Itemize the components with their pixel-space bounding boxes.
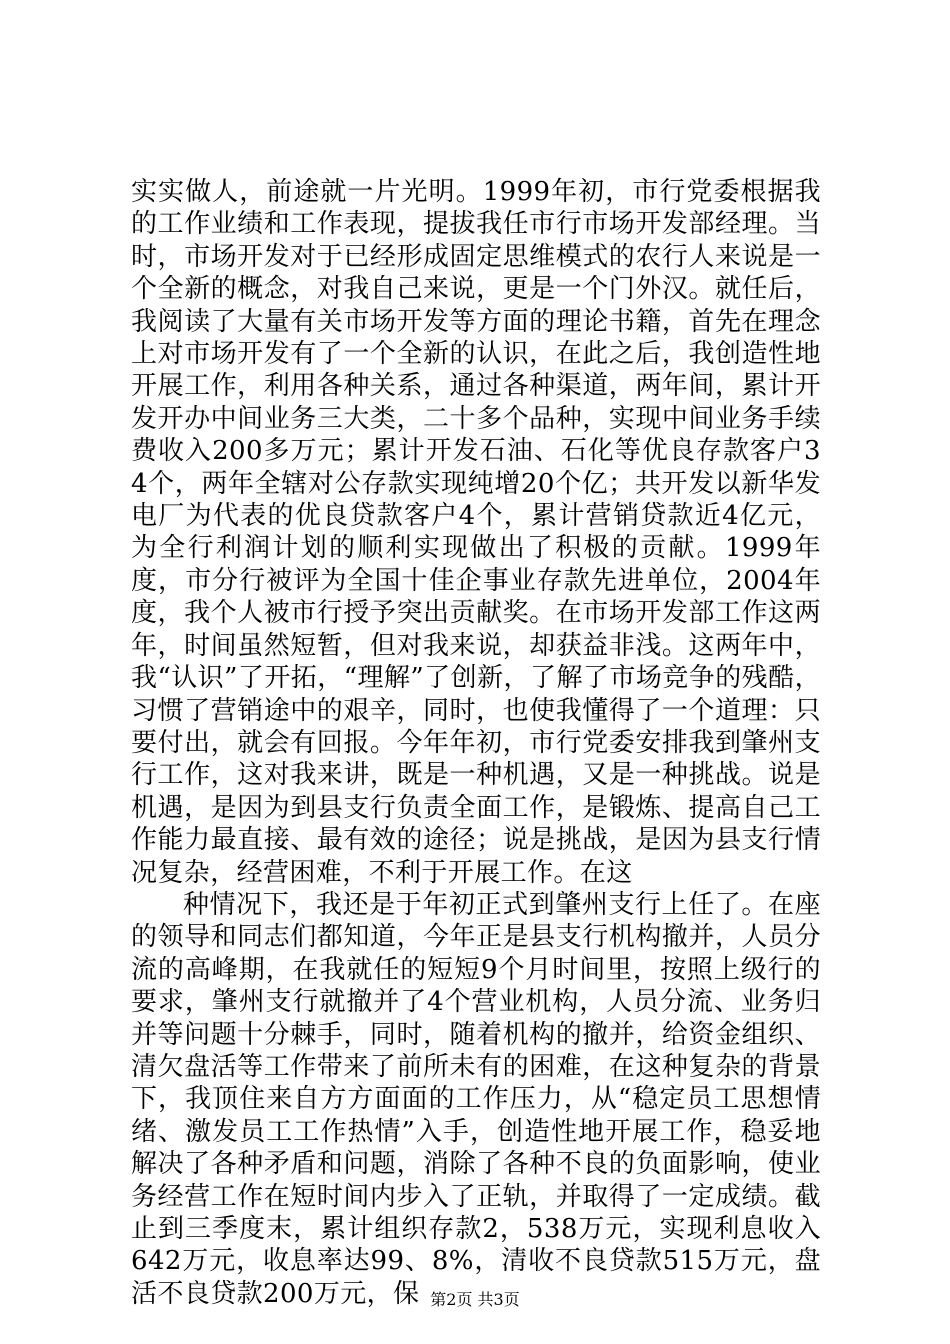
body-paragraph: 实实做人，前途就一片光明。1999年初，市行党委根据我的工作业绩和工作表现，提拔我任市行市场开发部经理。当时，市场开发对于已经形成固定思维模式的农行人来说是一个全新的概念，对我自己来说，更是一个门外汉。就任后，我阅读了大量有关市场开发等方面的理论书籍，首先在理念上对市场开发有了一个全新的认识，在此之后，我创造性地开展工作，利用各种关系，通过各种渠道，两年间，累计开发开办中间业务三大类，二十多个品种，实现中间业务手续费收入200多万元；累计开发石油、石化等优良存款客户34个，两年全辖对公存款实现纯增20个亿；共开发以新华发电厂为代表的优良贷款客户4个，累计营销贷款近4亿元，为全行利润计划的顺利实现做出了积极的贡献。1999年度，市分行被评为全国十佳企事业存款先进单位，2004年度，我个人被市行授予突出贡献奖。在市场开发部工作这两年，时间虽然短暂，但对我来说，却获益非浅。这两年中，我“认识”了开拓，“理解”了创新，了解了市场竞争的残酷，习惯了营销途中的艰辛，同时，也使我懂得了一个道理：只要付出，就会有回报。今年年初，市行党委安排我到肇州支行工作，这对我来讲，既是一种机遇，又是一种挑战。说是机遇，是因为到县支行负责全面工作，是锻炼、提高自己工作能力最直接、最有效的途径；说是挑战，是因为县支行情况复杂，经营困难，不利于开展工作。在这 [131,177,821,888]
body-paragraph: 种情况下，我还是于年初正式到肇州支行上任了。在座的领导和同志们都知道，今年正是县支行机构撤并，人员分流的高峰期，在我就任的短短9个月时间里，按照上级行的要求，肇州支行就撤并了4个营业机构，人员分流、业务归并等问题十分棘手，同时，随着机构的撤并，给资金组织、清欠盘活等工作带来了前所未有的困难，在这种复杂的背景下，我顶住来自方方面面的工作压力，从“稳定员工思想情绪、激发员工工作热情”入手，创造性地开展工作，稳妥地解决了各种矛盾和问题，消除了各种不良的负面影响，使业务经营工作在短时间内步入了正轨，并取得了一定成绩。截止到三季度末，累计组织存款2，538万元，实现利息收入642万元，收息率达99、8%，清收不良贷款515万元，盘活不良贷款200万元，保 [131,889,821,1309]
document-body [131,176,821,1310]
page-footer: 第2页 共3页 [430,1290,520,1309]
